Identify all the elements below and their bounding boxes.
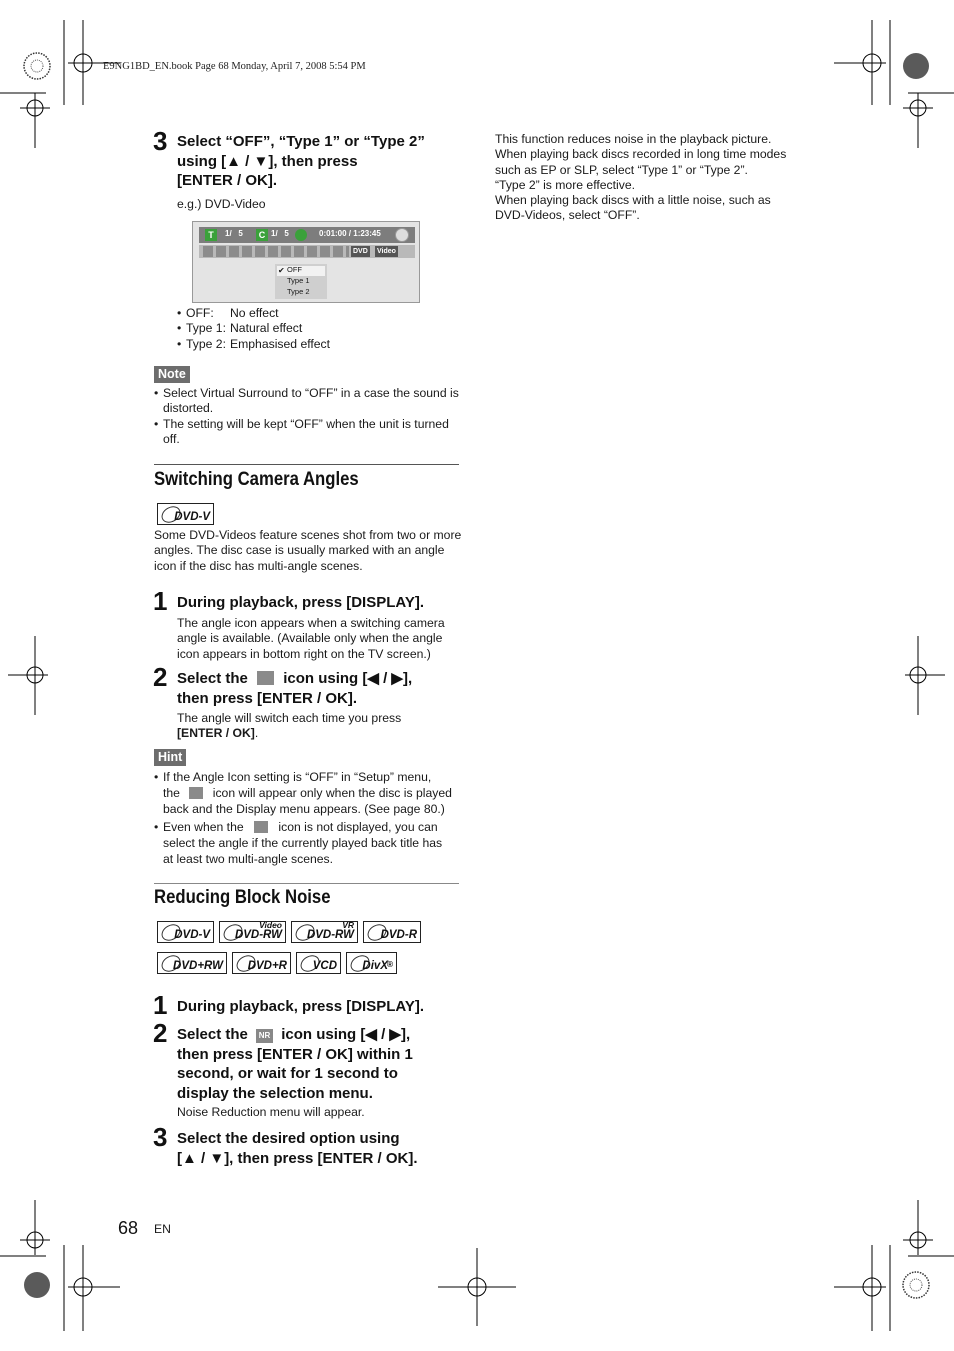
disc-badge: VR DVD-RW [291,921,358,943]
hint-list [154,769,466,867]
step-number: 1 [153,990,168,1020]
step-number: 2 [153,1018,168,1048]
section-intro: Some DVD-Videos feature scenes shot from two or more angles. The disc case is usually marked with an angle icon if the disc has multi-angle scenes. [154,528,462,573]
menu-option[interactable]: Type 1 [287,276,310,285]
hint-item: • Even when the icon is not displayed, you can select the angle if the currently played back title has at least two multi-angle scenes. [154,819,466,868]
menu-icons [203,246,349,257]
step-description: Noise Reduction menu will appear. [177,1105,365,1119]
step-instruction: During playback, press [DISPLAY]. [177,998,425,1015]
section-divider [154,883,459,884]
option-list [177,306,330,352]
clock-icon [295,229,307,241]
section-title: Switching Camera Angles [154,469,359,490]
menu-option[interactable]: OFF [287,265,302,274]
disc-badge: DVD+RW [157,952,227,974]
step-number: 2 [153,662,168,692]
option-item: • OFF: No effect [177,306,330,321]
icon-bar [199,245,415,258]
status-bar [199,227,415,243]
step-description: The angle icon appears when a switching camera angle is available. (Available only when the angle icon appears in bottom right on the TV screen.) [177,616,445,661]
note-list [154,386,464,447]
hint-label: Hint [154,749,186,766]
step-instruction: Select the icon using [◀ / ▶], then press [ENTER / OK]. [177,670,413,707]
screen-example [192,221,420,303]
page-number: 68 [118,1218,139,1238]
section-divider [154,464,459,465]
title-counter: 1/ 5 [225,229,243,238]
note-item: • The setting will be kept “OFF” when the unit is turned off. [154,417,464,448]
step-instruction: Select “OFF”, “Type 1” or “Type 2” using [▲ / ▼], then press [ENTER / OK]. [177,133,425,189]
step-number: 3 [153,1122,168,1152]
disc-icon [395,228,409,242]
angle-icon [254,821,268,833]
language-code: EN [154,1222,171,1236]
step-instruction: Select the NR icon using [◀ / ▶], then press [ENTER / OK] within 1 second, or wait for 1 second to display the selection menu. [177,1026,413,1102]
chapter-icon: C [256,229,268,241]
dvd-tag: DVD [353,248,368,255]
book-header: E9NG1BD_EN.book Page 68 Monday, April 7, 2008 5:54 PM [103,61,366,72]
angle-icon [257,671,274,685]
step-instruction: Select the desired option using [▲ / ▼], then press [ENTER / OK]. [177,1130,418,1167]
disc-badge: DVD+R [232,952,291,974]
step-number: 3 [153,126,168,156]
note-item: • Select Virtual Surround to “OFF” in a case the sound is distorted. [154,386,464,417]
section-title: Reducing Block Noise [154,887,331,908]
example-label: e.g.) DVD-Video [177,197,266,211]
disc-badge: DVD-R [363,921,421,943]
noise-reduction-menu [275,264,327,299]
disc-badge-dvd-v: DVD-V [157,503,214,525]
option-item: • Type 2: Emphasised effect [177,337,330,352]
chapter-counter: 1/ 5 [271,229,289,238]
disc-badge: VCD [296,952,341,974]
option-item: • Type 1: Natural effect [177,321,330,336]
disc-badge: Video DVD-RW [219,921,286,943]
step-description: The angle will switch each time you press [ENTER / OK]. [177,711,402,741]
hint-item: • If the Angle Icon setting is “OFF” in “Setup” menu, the icon will appear only when the disc is played back and the Display menu appears. (See page 80.) [154,769,466,818]
function-description: This function reduces noise in the playback picture. When playing back discs recorded in long time modes such as EP or SLP, select “Type 1” or “Type 2”. “Type 2” is more effective. When playing back discs with a little noise, such as DVD-Videos, select “OFF”. [495,132,787,223]
step-instruction: During playback, press [DISPLAY]. [177,594,425,611]
noise-reduction-icon: NR [256,1029,273,1043]
video-tag: Video [377,248,396,255]
time-readout: 0:01:00 / 1:23:45 [319,229,381,238]
angle-icon [189,787,203,799]
menu-option[interactable]: Type 2 [287,287,310,296]
check-icon: ✔ [278,266,285,275]
note-label: Note [154,366,190,383]
disc-badge: DivX ® [346,952,397,974]
step-number: 1 [153,586,168,616]
disc-badge: DVD-V [157,921,214,943]
title-icon: T [205,229,217,241]
